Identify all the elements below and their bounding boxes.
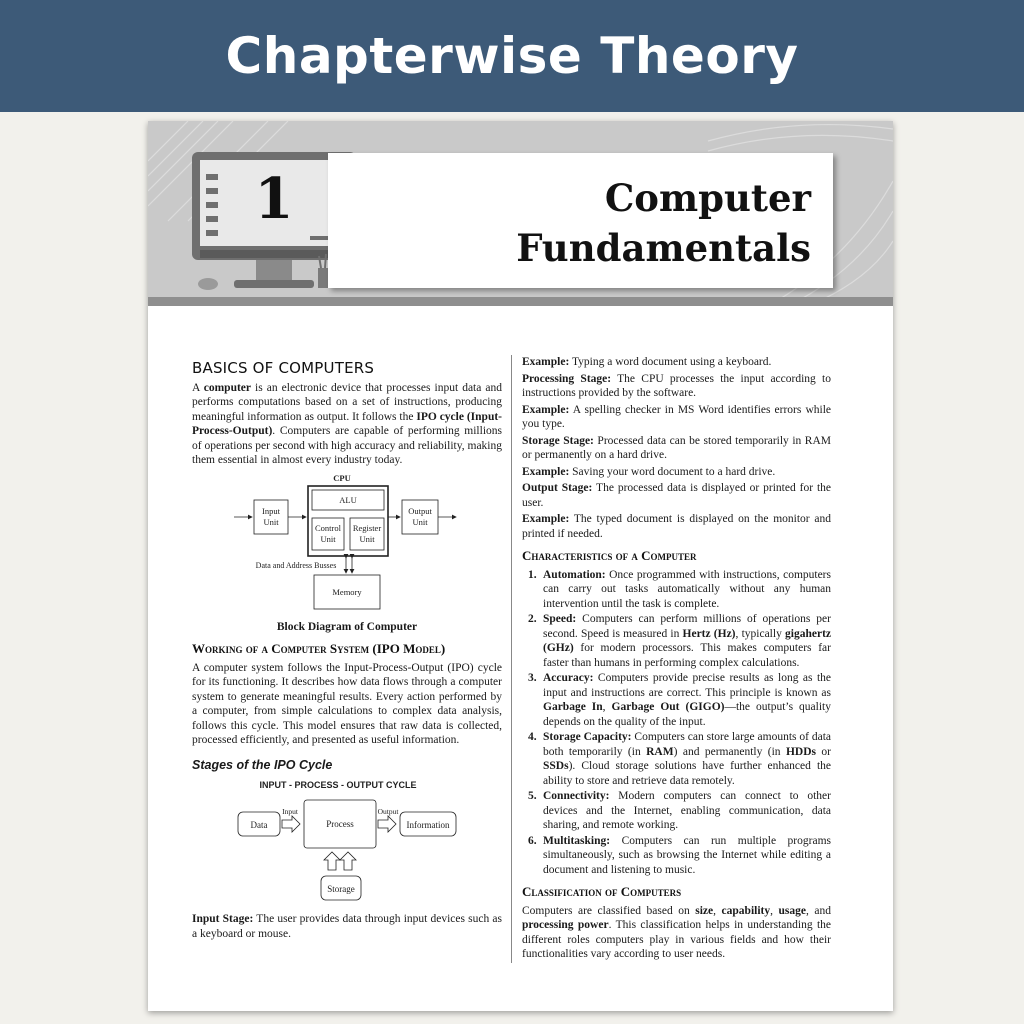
storage-stage [522, 434, 831, 463]
text-span: , and [806, 904, 832, 917]
alu-label: ALU [339, 494, 357, 505]
characteristics-heading: Characteristics of a Computer [522, 548, 697, 563]
top-banner [0, 0, 1024, 112]
right-column [522, 355, 831, 964]
text-span: Once programmed with instructions, computers can carry out tasks automatically without any human intervention until the task is complete. [543, 568, 831, 610]
input-stage-paragraph [192, 912, 502, 941]
bold-term: Example: [522, 513, 570, 525]
output-arrow [378, 816, 396, 832]
text-span: ). Cloud storage solutions have further enhanced the ability to store and retrieve data remotely. [543, 760, 831, 787]
bold-term: SSDs [543, 760, 569, 772]
chapter-title [516, 173, 811, 273]
list-item [526, 671, 831, 729]
bold-term: Hertz (Hz) [682, 627, 736, 640]
example-4 [522, 512, 831, 541]
bold-term: RAM [646, 745, 674, 758]
text-span: —the output’s quality depends on the quality of the input. [543, 701, 831, 728]
bold-term: Speed: [543, 613, 577, 625]
text-span: . Computers are capable of performing millions of operations per second with high accuracy and reliability, making them essential in almost every industry today. [192, 425, 502, 466]
list-item [526, 612, 831, 670]
chapter-header [148, 121, 893, 306]
text-span: Computers provide precise results as long as the input and instructions are correct. This principle is known as [543, 672, 831, 699]
text-span: Saving your word document to a hard drive. [569, 465, 776, 478]
input-label-1: Input [262, 505, 280, 516]
text-span: Typing a word document using a keyboard. [569, 356, 772, 368]
bold-term: HDDs [785, 745, 816, 758]
block-diagram-caption: Block Diagram of Computer [276, 620, 418, 633]
storage-down-arrow [340, 852, 356, 870]
text-span: Computers can run multiple programs simultaneously, such as browsing the Internet while editing a document and listening to music. [543, 834, 831, 876]
output-stage [522, 481, 831, 510]
column-divider [511, 355, 512, 963]
busses-label: Data and Address Busses [255, 560, 337, 570]
storage-label: Storage [327, 884, 355, 894]
bold-term: Input Stage: [192, 913, 254, 925]
bold-term: Connectivity: [543, 790, 610, 802]
bold-term: Automation: [543, 568, 606, 581]
text-span: A [192, 381, 204, 394]
processing-stage [522, 372, 831, 401]
text-span: . This classification helps in understanding the different roles computers play in various fields and how their functionalities vary according to user needs. [522, 919, 831, 960]
bold-term: computer [203, 381, 251, 394]
bold-term: IPO cycle (Input-Process-Output) [192, 410, 503, 437]
working-heading: Working of a Computer System (IPO Model) [192, 641, 446, 656]
classification-heading: Classification of Computers [522, 884, 682, 899]
basics-heading: BASICS OF COMPUTERS [192, 359, 375, 377]
bold-term: Output Stage: [522, 482, 593, 494]
bold-term: processing power [522, 919, 609, 931]
bold-term: capability [721, 904, 771, 917]
basics-paragraph [192, 381, 502, 468]
left-column [192, 355, 502, 943]
output-label-2: Unit [412, 516, 428, 527]
information-label: Information [406, 820, 450, 830]
control-label-1: Control [315, 522, 341, 533]
list-item [526, 730, 831, 788]
bold-term: size [695, 904, 714, 917]
text-span: , [602, 701, 612, 713]
ipo-title: INPUT - PROCESS - OUTPUT CYCLE [259, 780, 417, 790]
text-span: , [770, 904, 779, 917]
process-label: Process [326, 819, 354, 829]
bold-term: Processing Stage: [522, 372, 612, 385]
output-arrow-label: Output [377, 807, 399, 816]
text-span: , typically [735, 627, 786, 640]
output-label-1: Output [408, 505, 432, 516]
classification-paragraph [522, 904, 831, 962]
list-item [526, 834, 831, 878]
chapter-title-box [328, 153, 833, 288]
bold-term: Accuracy: [543, 672, 594, 684]
item-number: 4. [528, 731, 537, 743]
stages-heading: Stages of the IPO Cycle [192, 757, 333, 772]
bold-term: Multitasking: [543, 834, 611, 847]
data-label: Data [250, 820, 268, 830]
list-item [526, 789, 831, 833]
bold-term: Example: [522, 403, 570, 416]
text-span: , [713, 904, 722, 917]
list-item [526, 568, 831, 612]
text-span: Computers are classified based on [522, 904, 696, 917]
bold-term: Example: [522, 356, 570, 368]
bold-term: Storage Stage: [522, 434, 594, 447]
text-span: Computers can store large amounts of data both temporarily (in [543, 731, 832, 758]
text-span: for modern processors. This makes computers far faster than humans in performing complex calculations. [543, 642, 831, 669]
item-number: 5. [528, 790, 537, 802]
book-page [148, 121, 893, 1011]
example-3 [522, 465, 831, 480]
input-arrow-label: Input [282, 807, 298, 816]
chapter-title-line2: Fundamentals [516, 226, 811, 270]
bold-term: Example: [522, 465, 570, 478]
text-span: Modern computers can connect to other devices and the Internet, enabling communication, data sharing, and remote working. [543, 790, 831, 831]
characteristics-list [526, 568, 831, 878]
text-span: A spelling checker in MS Word identifies errors while you type. [522, 403, 831, 430]
block-diagram [192, 470, 502, 635]
cpu-label: CPU [333, 472, 351, 483]
example-1 [522, 355, 831, 370]
header-bottom-bar [148, 297, 893, 306]
working-paragraph: A computer system follows the Input-Process-Output (IPO) cycle for its functioning. It describes how data flows through a computer system to generate meaningful results. Every action performed by a computer, from simple calculations to complex data analysis, follows this cycle. This model ensures that raw data is collected, processed efficiently, and presented as useful information. [192, 661, 502, 746]
ipo-diagram [192, 780, 502, 902]
storage-up-arrow [324, 852, 340, 870]
text-span: is an electronic device that processes input data and performs computations based on a set of instructions, producing meaningful information as output. It follows the [192, 381, 503, 423]
bold-term: gigahertz (GHz) [543, 627, 831, 654]
chapter-title-line1: Computer [604, 176, 811, 220]
banner-title: Chapterwise Theory [225, 27, 799, 85]
bold-term: usage [778, 904, 806, 917]
text-span: The CPU processes the input according to instructions provided by the software. [522, 372, 831, 399]
text-span: or [815, 745, 831, 758]
register-label-2: Unit [359, 533, 375, 544]
text-span: Processed data can be stored temporarily in RAM or permanently on a hard drive. [522, 434, 832, 461]
control-label-2: Unit [320, 533, 336, 544]
input-arrow [282, 816, 300, 832]
item-number: 6. [528, 834, 537, 847]
text-span: The typed document is displayed on the monitor and printed if needed. [522, 513, 831, 540]
example-2 [522, 403, 831, 432]
input-label-2: Unit [263, 516, 279, 527]
item-number: 2. [528, 613, 537, 625]
memory-label: Memory [332, 586, 362, 597]
text-span: The processed data is displayed or printed for the user. [522, 482, 831, 509]
bold-term: Storage Capacity: [543, 731, 632, 743]
text-span: The user provides data through input devices such as a keyboard or mouse. [192, 913, 502, 940]
bold-term: Garbage Out (GIGO) [611, 701, 725, 713]
item-number: 1. [528, 568, 537, 581]
bold-term: Garbage In [543, 701, 603, 713]
chapter-number: 1 [254, 166, 294, 232]
item-number: 3. [528, 672, 537, 684]
text-span: ) and permanently (in [673, 745, 786, 758]
register-label-1: Register [352, 522, 382, 533]
text-span: Computers can perform millions of operations per second. Speed is measured in [543, 613, 831, 640]
